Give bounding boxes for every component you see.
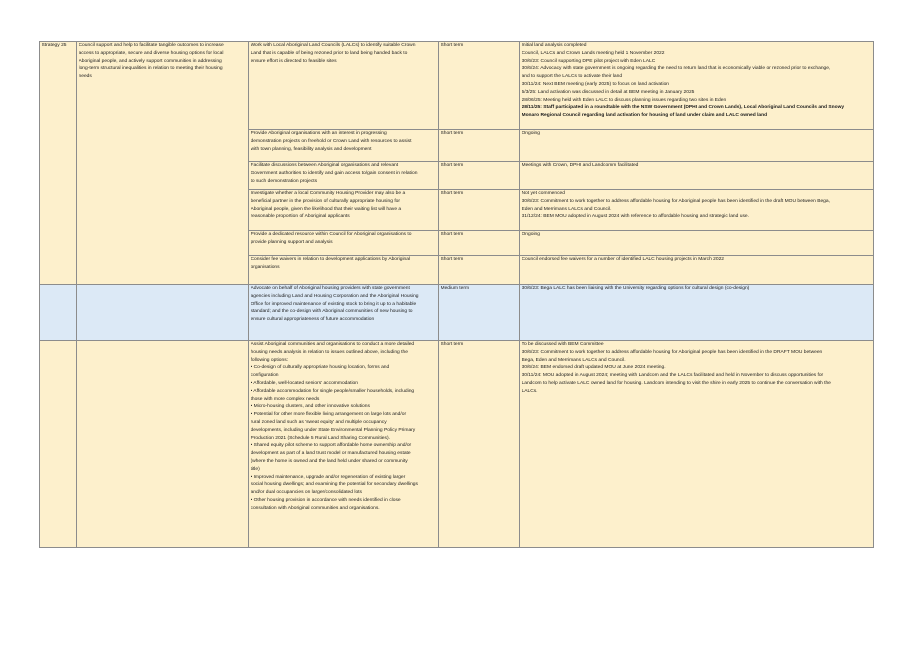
progress-line: Council, LALCs and Crown Lands meeting held 1 November 2022 <box>521 50 665 56</box>
progress-line: 30/6/23: Council supporting DPE pilot project with Eden LALC <box>521 58 656 64</box>
progress-line: Monaro Regional Council regarding land activation for housing of land under claim and LALC owned land <box>521 113 768 119</box>
timeframe-label: Short term <box>440 163 464 168</box>
blank-description-cell <box>77 285 249 341</box>
progress-cell <box>520 162 874 190</box>
strategy-id: Strategy 25 <box>41 43 67 48</box>
timeframe-label: Short term <box>440 191 464 196</box>
progress-cell <box>520 130 874 162</box>
action-line: • Co-design of culturally appropriate housing location, forms and <box>250 365 390 371</box>
timeframe-label: Short term <box>440 257 464 262</box>
action-line: demonstration projects on freehold or Crown Land with resources to assist <box>250 138 412 144</box>
timeframe-label: Short term <box>440 43 464 48</box>
progress-line: 30/6/23: Commitment to work together to address affordable housing for Aboriginal people has been identified in the DRAFT MOU between <box>521 349 823 355</box>
timeframe-cell <box>439 162 520 190</box>
progress-line: Not yet commenced <box>521 191 565 196</box>
action-line: Provide a dedicated resource within Council for Aboriginal organisations to <box>250 232 412 237</box>
progress-line: Eden and Merrimans LALCs and Council. <box>521 206 612 212</box>
progress-line: LALCs. <box>521 388 538 394</box>
action-cell <box>249 130 439 162</box>
blank-description-cell <box>77 341 249 548</box>
action-line: Facilitate discussions between Aboriginal organisations and relevant <box>250 163 399 168</box>
action-cell <box>249 231 439 256</box>
action-cell <box>249 42 439 130</box>
table-row <box>40 42 874 130</box>
timeframe-label: Short term <box>440 342 464 347</box>
action-cell <box>249 341 439 548</box>
progress-cell <box>520 190 874 231</box>
action-line: • Shared equity pilot scheme to support affordable home ownership and/or <box>250 443 412 449</box>
action-line: • Micro-housing clusters, and other innovative solutions <box>250 404 370 410</box>
progress-line: 31/12/24: BEM MOU adopted in August 2024 with reference to affordable housing and strategic land use. <box>521 214 749 220</box>
action-line: ensure effort is directed to feasible sites <box>250 58 337 64</box>
action-line: provide planning support and analysis <box>250 239 333 245</box>
action-line: rural zoned land such as 'sweat equity' and multiple occupancy <box>250 419 387 425</box>
action-line: developments, including under State Environmental Planning Policy Primary <box>250 427 416 433</box>
action-line: with town planning, feasibility analysis and development <box>250 146 372 152</box>
progress-line: 30/6/24: BEM endorsed draft updated MOU at June 2024 meeting. <box>521 365 666 371</box>
strategy-description-line: needs <box>78 74 92 80</box>
action-line: Investigate whether a local Community Housing Provider may also be a <box>250 191 406 196</box>
progress-line: Initial land analysis completed <box>521 43 587 48</box>
action-line: • Potential for other more flexible living arrangement on large lots and/or <box>250 412 407 418</box>
progress-line: 30/6/23: Commitment to work together to address affordable housing for Aboriginal people has been identified in the draft MOU between Bega, <box>521 198 830 204</box>
progress-line: 28/11/25: Staff participated in a roundtable with the NSW Government (DPHI and Crown Lands), Local Aboriginal Land Councils and Snowy <box>521 105 845 111</box>
strategy-description-cell <box>77 42 249 285</box>
action-line: • Other housing provision in accordance with needs identified in close <box>250 497 401 503</box>
progress-line: To be discussed with BEM Committee <box>521 342 604 347</box>
timeframe-cell <box>439 42 520 130</box>
action-line: reasonable proportion of Aboriginal applicants <box>250 214 350 220</box>
action-line: housing needs analysis in relation to issues outlined above, including the <box>250 349 408 355</box>
action-line: organisations <box>250 264 280 270</box>
table-body <box>40 42 874 548</box>
strategy-description-line: long-term structural inequalities in relation to meeting their housing <box>78 66 223 72</box>
action-line: standard; and the co-design with Aboriginal communities of new housing to <box>250 309 413 315</box>
action-cell <box>249 285 439 341</box>
action-line: social housing dwellings; and examining the potential for secondary dwellings <box>250 482 418 488</box>
action-line: and/or dual occupancies on larger/consolidated lots <box>250 490 362 496</box>
progress-line: 30/11/24: Next BEM meeting (early 2025) to focus on land activation <box>521 81 670 87</box>
timeframe-cell <box>439 130 520 162</box>
progress-cell <box>520 341 874 548</box>
action-line: beneficial partner in the provision of culturally appropriate housing for <box>250 198 401 204</box>
action-line: following options: <box>250 357 289 363</box>
action-line: • Improved maintenance, upgrade and/or regeneration of existing larger <box>250 474 406 480</box>
action-line: Assist Aboriginal communities and organisations to conduct a more detailed <box>250 342 415 347</box>
progress-line: 30/6/24: Advocacy with state government is ongoing regarding the need to return land that is economically viable or rezoned prior to exchange, <box>521 66 831 72</box>
action-line: ensure cultural appropriateness of future accommodation <box>250 317 375 323</box>
action-line: Production 2021 (Schedule 5 Rural Land Sharing Communities). <box>250 435 390 441</box>
action-line: (where the home is owned and the land held under shared or community <box>250 458 408 464</box>
strategy-description-line: Council support and help to facilitate tangible outcomes to increase <box>78 43 224 48</box>
action-cell <box>249 190 439 231</box>
action-line: title) <box>250 466 260 472</box>
timeframe-cell <box>439 341 520 548</box>
progress-cell <box>520 256 874 285</box>
progress-line: Meetings with Crown, DPHI and Landcomm facilitated <box>521 163 639 168</box>
action-cell <box>249 162 439 190</box>
action-line: configuration <box>250 373 279 379</box>
action-line: to such demonstration projects <box>250 178 318 184</box>
action-line: • Affordable, well-located seniors' accommodation <box>250 380 358 386</box>
table-row <box>40 341 874 548</box>
strategy-id-cell <box>40 42 77 285</box>
action-line: agencies including Land and Housing Corporation and the Aboriginal Housing <box>250 293 419 299</box>
action-line: Aboriginal people, given the likelihood that their waiting list will have a <box>250 206 402 212</box>
action-line: development as part of a land trust model or manufactured housing estate <box>250 451 411 457</box>
progress-line: Ongoing <box>521 232 540 237</box>
progress-line: Ongoing <box>521 131 540 136</box>
timeframe-label: Short term <box>440 131 464 136</box>
action-line: consultation with Aboriginal communities and organisations. <box>250 505 380 511</box>
timeframe-cell <box>439 285 520 341</box>
action-line: those with more complex needs <box>250 396 320 402</box>
action-line: Consider fee waivers in relation to development applications by Aboriginal <box>250 257 411 262</box>
strategy-description-line: Aboriginal people, and actively support communities in addressing <box>78 58 222 64</box>
action-line: Land that is capable of being rezoned prior to land being handed back to <box>250 50 408 56</box>
strategy-table <box>39 41 874 548</box>
action-line: • Affordable accommodation for single people/smaller households, including <box>250 388 415 394</box>
timeframe-cell <box>439 231 520 256</box>
progress-line: 30/11/24: MOU adopted in August 2024; meeting with Landcom and the LALCs facilitated and held in November to discuss opportunities for <box>521 373 824 379</box>
timeframe-label: Medium term <box>440 286 470 291</box>
progress-cell <box>520 42 874 130</box>
progress-line: 5/3/25: Land activation was discussed in detail at BEM meeting in January 2025 <box>521 89 695 95</box>
action-line: Provide Aboriginal organisations with an interest in progressing <box>250 131 387 136</box>
blank-strategy-cell <box>40 341 77 548</box>
progress-cell <box>520 231 874 256</box>
blank-strategy-cell <box>40 285 77 341</box>
timeframe-label: Short term <box>440 232 464 237</box>
progress-line: Council endorsed fee waivers for a number of identified LALC housing projects in March 2022 <box>521 257 725 262</box>
progress-line: 30/6/23: Bega LALC has been liaising with the University regarding options for cultural design (co-design) <box>521 286 750 291</box>
timeframe-cell <box>439 190 520 231</box>
progress-line: Landcom to help activate LALC owned land for housing. Landcom intending to visit the shire in early 2025 to continue the conversation with the <box>521 380 831 386</box>
progress-line: Bega, Eden and Merrimans LALCs and Council. <box>521 357 626 363</box>
timeframe-cell <box>439 256 520 285</box>
strategy-description-line: access to appropriate, secure and diverse housing options for local <box>78 50 224 56</box>
action-line: Office for improved maintenance of existing stock to bring it up to a habitable <box>250 301 417 307</box>
progress-line: 28/06/25: Meeting held with Eden LALC to discuss planning issues regarding two sites in Eden <box>521 97 727 103</box>
action-line: Government authorities to identify and gain access to/gain consent in relation <box>250 170 418 176</box>
progress-line: and to support the LALCs to activate their land <box>521 74 623 80</box>
table-row <box>40 285 874 341</box>
progress-cell <box>520 285 874 341</box>
action-cell <box>249 256 439 285</box>
action-line: Advocate on behalf of Aboriginal housing providers with state government <box>250 286 410 291</box>
action-line: Work with Local Aboriginal Land Councils (LALCs) to identify suitable Crown <box>250 43 416 48</box>
